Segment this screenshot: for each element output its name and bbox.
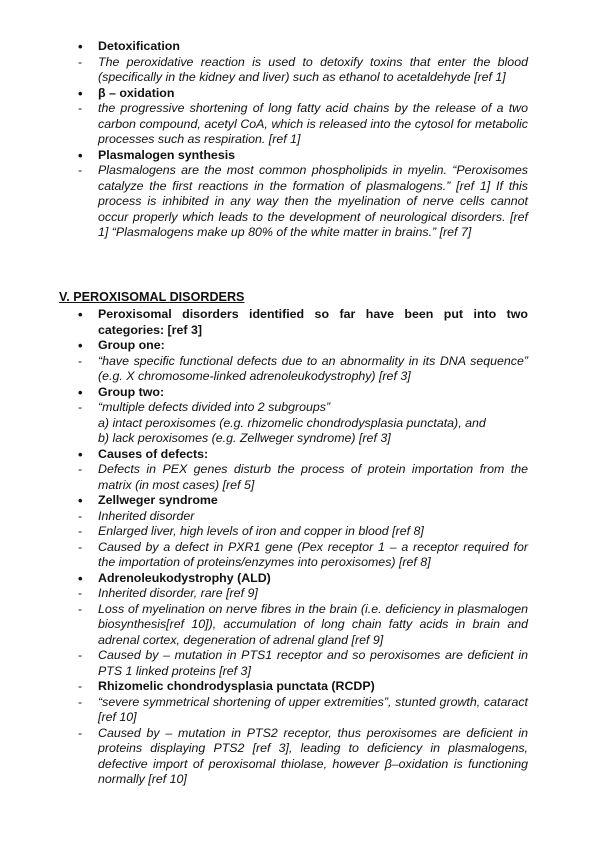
item-text: Caused by – mutation in PTS1 receptor and so peroxisomes are deficient in PTS 1 linked proteins [ref 3] xyxy=(98,648,528,678)
function-list xyxy=(0,39,589,241)
bullet-mark: • xyxy=(78,307,83,322)
bullet-item-plasmalogen-synthesis xyxy=(0,148,589,164)
item-title: Detoxification xyxy=(98,39,180,53)
item-title: Zellweger syndrome xyxy=(98,493,218,507)
dash-mark: - xyxy=(78,400,83,414)
bullet-mark: • xyxy=(78,85,83,101)
item-title: Causes of defects: xyxy=(98,446,209,461)
item-text: “severe symmetrical shortening of upper extremities”, stunted growth, cataract [ref 10] xyxy=(98,694,528,724)
item-text: the progressive shortening of long fatty acid chains by the release of a two carbon compound, acetyl CoA, which is released into the cytosol for metabolic processes such as respiration. [ref 1] xyxy=(98,101,528,146)
sub-item-a xyxy=(0,416,589,432)
bullet-item-rcdp xyxy=(0,679,589,695)
bullet-mark: • xyxy=(78,39,83,54)
section-heading: V. PEROXISOMAL DISORDERS xyxy=(59,290,245,304)
dash-mark: - xyxy=(78,648,83,662)
bullet-mark: • xyxy=(78,338,83,353)
item-text: “have specific functional defects due to an abnormality in its DNA sequence” (e.g. X chromosome-linked adrenoleukodystrophy) [ref 3] xyxy=(98,353,528,383)
item-title: Peroxisomal disorders identified so far have been put into two categories: [ref 3] xyxy=(98,307,528,337)
sub-item-text: a) intact peroxisomes (e.g. rhizomelic chondrodysplasia punctata), and xyxy=(98,415,486,430)
item-text: Inherited disorder, rare [ref 9] xyxy=(98,586,258,600)
dash-mark: - xyxy=(78,508,83,523)
dash-mark: - xyxy=(78,462,83,476)
item-text: “multiple defects divided into 2 subgroups” xyxy=(98,400,331,414)
disorders-list xyxy=(0,307,589,788)
dash-item xyxy=(0,540,589,571)
item-text: Caused by – mutation in PTS2 receptor, thus peroxisomes are deficient in proteins displaying PTS2 [ref 3], leading to deficiency in plasmalogens, defective import of peroxisomal thiolase, however β–oxidation is functioning normally [ref 10] xyxy=(98,725,528,786)
bullet-mark: • xyxy=(78,147,83,163)
bullet-item-detoxification xyxy=(0,39,589,55)
dash-item xyxy=(0,695,589,726)
dash-item xyxy=(0,509,589,525)
bullet-mark: • xyxy=(78,384,83,400)
item-text: Defects in PEX genes disturb the process of protein importation from the matrix (in most cases) [ref 5] xyxy=(98,462,528,492)
item-title: Group two: xyxy=(98,384,165,399)
dash-mark: - xyxy=(78,601,83,616)
bullet-item-ald xyxy=(0,571,589,587)
bullet-item-group-two xyxy=(0,385,589,401)
dash-mark: - xyxy=(78,54,83,69)
dash-item xyxy=(0,524,589,540)
bullet-item-zellweger xyxy=(0,493,589,509)
dash-mark: - xyxy=(78,524,83,538)
item-title: Adrenoleukodystrophy (ALD) xyxy=(98,570,271,585)
dash-item xyxy=(0,726,589,788)
item-text: Loss of myelination on nerve fibres in the brain (i.e. deficiency in plasmalogen biosynthesis[ref 10]), accumulation of long chain fatty acids in brain and adrenal cortex, degeneration of adrenal gland [ref 9] xyxy=(98,601,528,647)
dash-item xyxy=(0,586,589,602)
item-title: Group one: xyxy=(98,338,165,352)
dash-mark: - xyxy=(78,725,83,740)
item-title: β – oxidation xyxy=(98,85,175,100)
dash-item xyxy=(0,400,589,416)
dash-mark: - xyxy=(78,586,83,600)
item-text: Inherited disorder xyxy=(98,508,195,523)
dash-item xyxy=(0,354,589,385)
dash-mark: - xyxy=(78,353,83,368)
item-text: Enlarged liver, high levels of iron and copper in blood [ref 8] xyxy=(98,524,424,538)
dash-item xyxy=(0,602,589,649)
dash-item xyxy=(0,462,589,493)
item-text: The peroxidative reaction is used to detoxify toxins that enter the blood (specifically in the kidney and liver) such as ethanol to acetaldehyde [ref 1] xyxy=(98,54,528,84)
sub-item-b xyxy=(0,431,589,447)
bullet-mark: • xyxy=(78,570,83,586)
dash-mark: - xyxy=(78,163,83,177)
bullet-item-group-one xyxy=(0,338,589,354)
dash-mark: - xyxy=(78,694,83,709)
bullet-item-causes xyxy=(0,447,589,463)
item-title: Rhizomelic chondrodysplasia punctata (RCDP) xyxy=(98,679,375,693)
bullet-item-intro xyxy=(0,307,589,338)
bullet-mark: • xyxy=(78,493,83,508)
dash-item xyxy=(0,55,589,86)
dash-mark: - xyxy=(78,679,83,693)
dash-item xyxy=(0,648,589,679)
item-title: Plasmalogen synthesis xyxy=(98,147,236,162)
dash-mark: - xyxy=(78,101,83,115)
sub-item-text: b) lack peroxisomes (e.g. Zellweger syndrome) [ref 3] xyxy=(98,431,391,445)
item-text: Plasmalogens are the most common phospholipids in myelin. “Peroxisomes catalyze the first reactions in the formation of plasmalogens.” [ref 1] If this process is inhibited in any way then the myelination of nerve cells cannot occur properly which leads to the development of neurological disorders. [ref 1] “Plasmalogens make up 80% of the white matter in brains.” [ref 7] xyxy=(98,163,528,239)
bullet-mark: • xyxy=(78,446,83,462)
dash-item xyxy=(0,163,589,241)
item-text: Caused by a defect in PXR1 gene (Pex receptor 1 – a receptor required for the importation of proteins/enzymes into peroxisomes) [ref 8] xyxy=(98,539,528,569)
dash-item xyxy=(0,101,589,148)
bullet-item-beta-oxidation xyxy=(0,86,589,102)
dash-mark: - xyxy=(78,539,83,554)
